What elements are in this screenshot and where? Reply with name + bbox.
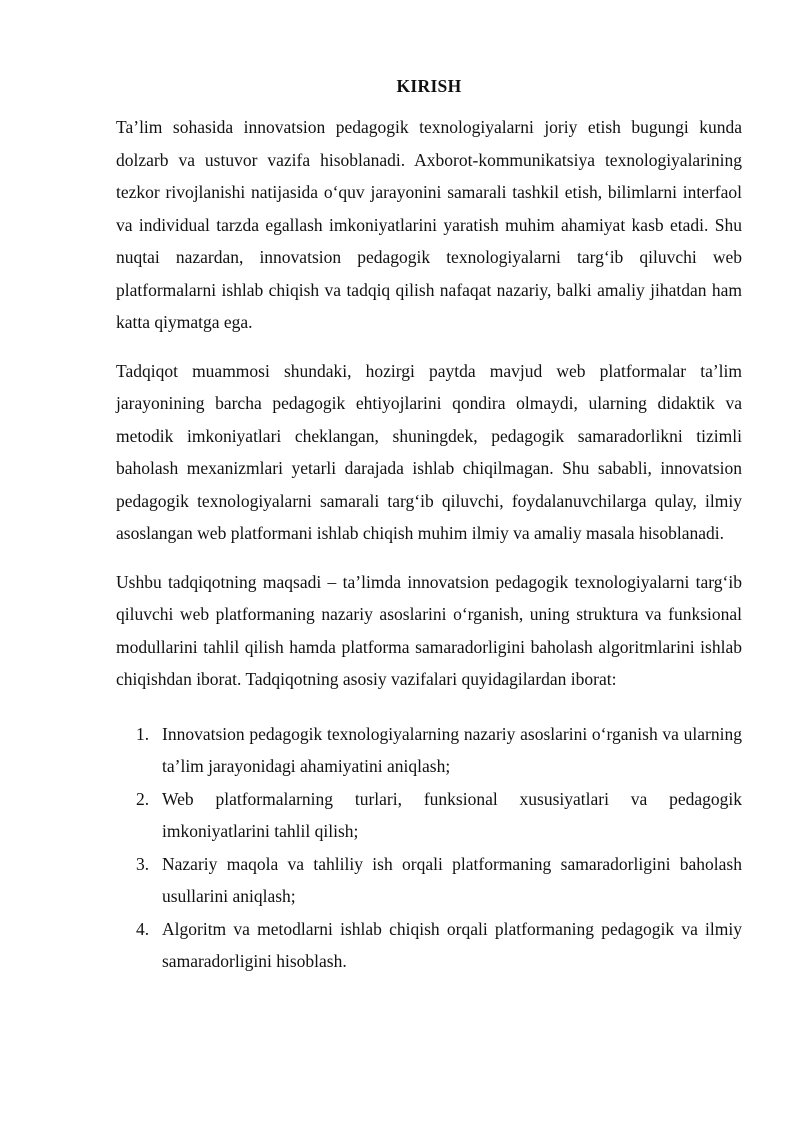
document-title: KIRISH <box>396 76 462 96</box>
list-item-text: Algoritm va metodlarni ishlab chiqish orqali platformaning pedagogik va ilmiy samaradorligini hisoblash. <box>162 918 742 971</box>
intro-paragraph-3: Ushbu tadqiqotning maqsadi – ta’limda innovatsion pedagogik texnologiyalarni targ‘ib qiluvchi web platformaning nazariy asoslarini o‘rganish, uning struktura va funksional modullarini tahlil qilish hamda platforma samaradorligini baholash algoritmlarini ishlab chiqishdan iborat. Tadqiqotning asosiy vazifalari quyidagilardan iborat: <box>116 571 742 689</box>
list-item <box>116 848 742 913</box>
list-item <box>116 913 742 978</box>
tasks-list <box>116 718 742 978</box>
intro-paragraph-2: Tadqiqot muammosi shundaki, hozirgi paytda mavjud web platformalar ta’lim jarayonining barcha pedagogik ehtiyojlarini qondira olmaydi, ularning didaktik va metodik imkoniyatlari cheklangan, shuningdek, pedagogik samaradorlikni tizimli baholash mexanizmlari yetarli darajada ishlab chiqilmagan. Shu sababli, innovatsion pedagogik texnologiyalarni samarali targ‘ib qiluvchi, foydalanuvchilarga qulay, ilmiy asoslangan web platformani ishlab chiqish muhim ilmiy va amaliy masala hisoblanadi. <box>116 360 742 543</box>
list-item <box>116 783 742 848</box>
list-item-number: 1. <box>136 723 150 744</box>
list-item <box>116 718 742 783</box>
list-item-number: 2. <box>136 788 150 809</box>
list-item-text: Nazariy maqola va tahliliy ish orqali platformaning samaradorligini baholash usullarini aniqlash; <box>162 853 742 906</box>
list-item-text: Innovatsion pedagogik texnologiyalarning nazariy asoslarini o‘rganish va ularning ta’lim jarayonidagi ahamiyatini aniqlash; <box>162 723 742 776</box>
intro-paragraph-1: Ta’lim sohasida innovatsion pedagogik texnologiyalarni joriy etish bugungi kunda dolzarb va ustuvor vazifa hisoblanadi. Axborot-kommunikatsiya texnologiyalarining tezkor rivojlanishi natijasida o‘quv jarayonini samarali tashkil etish, bilimlarni interfaol va individual tarzda egallash imkoniyatlarini yaratish muhim ahamiyat kasb etadi. Shu nuqtai nazardan, innovatsion pedagogik texnologiyalarni targ‘ib qiluvchi web platformalarni ishlab chiqish va tadqiq qilish nafaqat nazariy, balki amaliy jihatdan ham katta qiymatga ega. <box>116 117 742 332</box>
list-item-number: 3. <box>136 853 150 874</box>
list-item-text: Web platformalarning turlari, funksional xususiyatlari va pedagogik imkoniyatlarini tahlil qilish; <box>162 788 742 841</box>
document-page <box>116 70 742 978</box>
list-item-number: 4. <box>136 918 150 939</box>
